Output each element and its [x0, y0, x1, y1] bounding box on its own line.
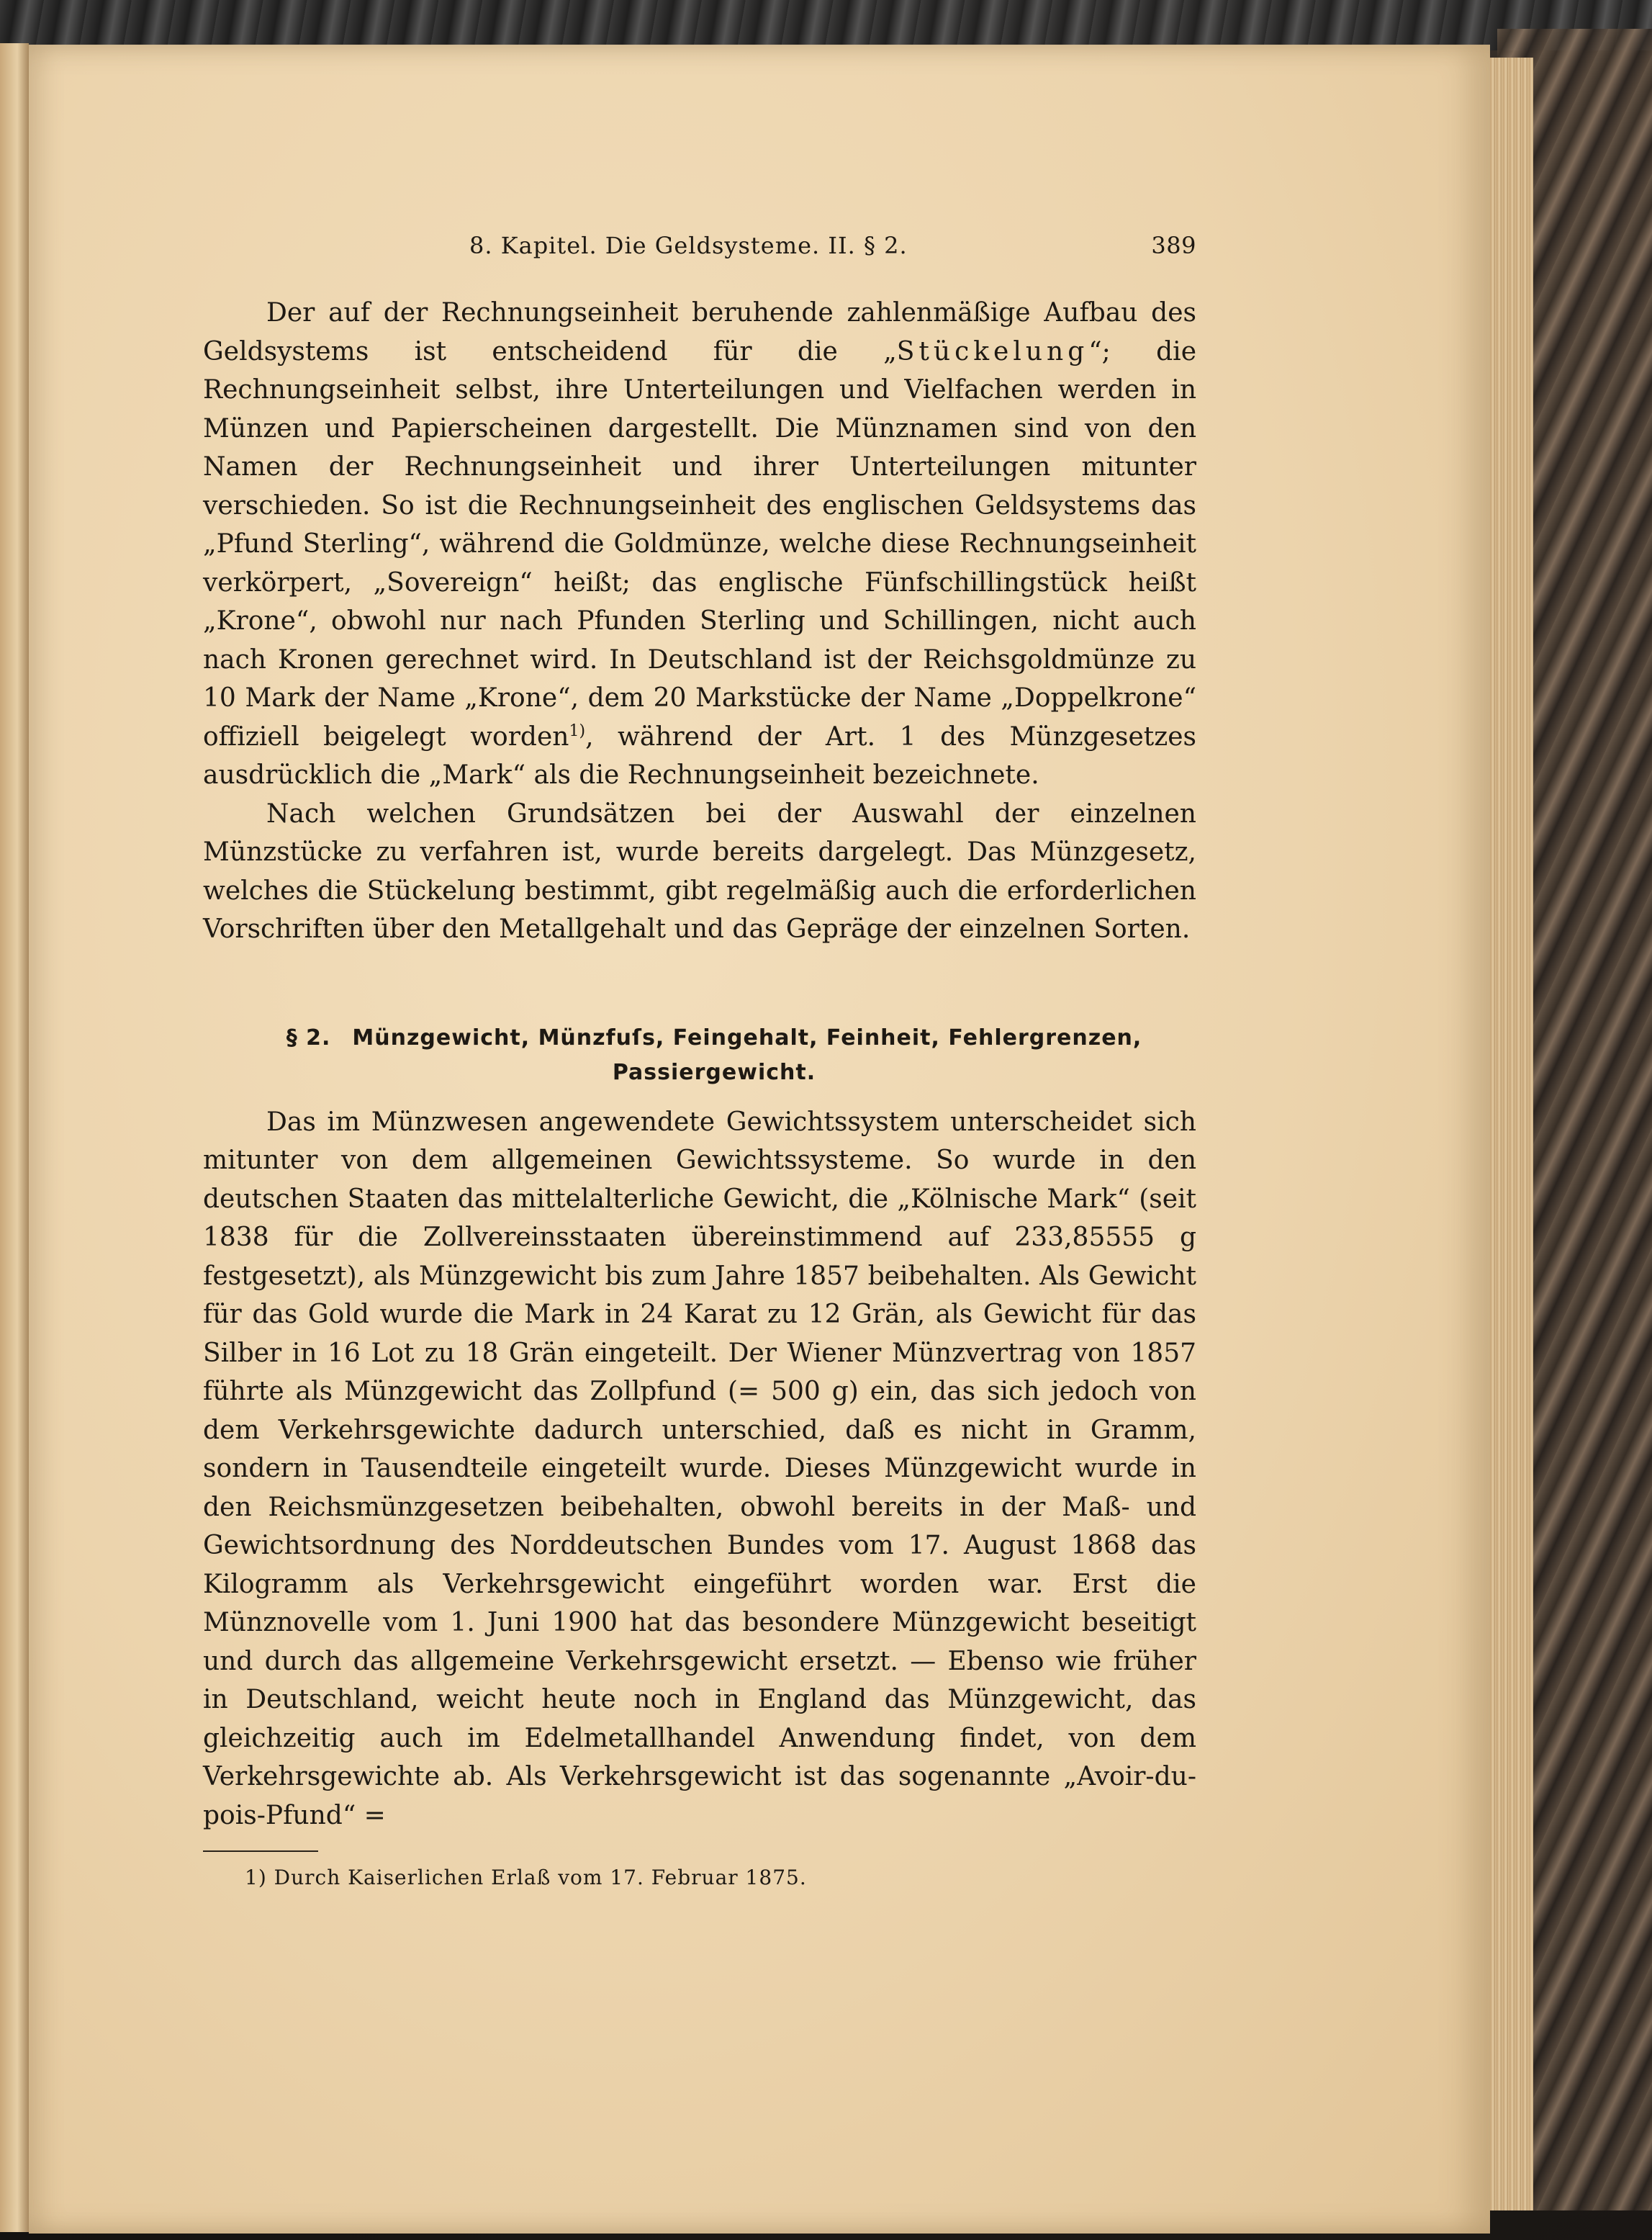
- section-heading: [203, 1021, 1196, 1090]
- emphasized-term: Stückelung: [896, 336, 1089, 366]
- book-cover-edge: [0, 0, 1652, 50]
- paragraph-2: Nach welchen Grundsätzen bei der Auswahl der einzelnen Münzstücke zu verfahren ist, wurde bereits dargelegt. Das Münzgesetz, welches die Stückelung bestimmt, gibt regelmäßig auch die erforderlichen Vorschriften über den Metallgehalt und das Gepräge der einzelnen Sorten.: [203, 799, 1196, 944]
- running-head-text: 8. Kapitel. Die Geldsysteme. II. § 2.: [469, 232, 908, 259]
- section-title-line-1: Münzgewicht, Münzfuſs, Feingehalt, Feinheit, Fehlergrenzen,: [352, 1025, 1142, 1051]
- paragraph-1-part-1: Der auf der Rechnungseinheit beruhende zahlenmäßige Aufbau des Geldsystems ist entscheidend für die „: [203, 298, 1196, 366]
- paragraph-1-part-3: , während der Art. 1 des Münzgesetzes ausdrücklich die „Mark“ als die Rechnungseinheit bezeichnete.: [203, 721, 1196, 790]
- footnote: 1) Durch Kaiserlichen Erlaß vom 17. Februar 1875.: [245, 1866, 807, 1889]
- section-heading-line-1: [232, 1021, 1196, 1056]
- page-content: [203, 232, 1196, 1892]
- running-head: [469, 232, 1196, 265]
- left-page-edge: [0, 43, 29, 2232]
- section-number: § 2.: [286, 1025, 331, 1051]
- page-number: 389: [1151, 232, 1196, 259]
- paragraph-1-part-2: “; die Rechnungseinheit selbst, ihre Unterteilungen und Vielfachen werden in Münzen und Papierscheinen dargestellt. Die Münznamen sind von den Namen der Rechnungseinheit und ihrer Unterteilungen mitunter verschieden. So ist die Rechnungseinheit des englischen Geldsystems das „Pfund Sterling“, während die Goldmünze, welche diese Rechnungseinheit verkörpert, „Sovereign“ heißt; das englische Fünfschillingstück heißt „Krone“, obwohl nur nach Pfunden Sterling und Schillingen, nicht auch nach Kronen gerechnet wird. In Deutschland ist der Reichsgoldmünze zu 10 Mark der Name „Krone“, dem 20 Markstücke der Name „Doppelkrone“ offiziell beigelegt worden: [203, 336, 1196, 752]
- footnote-reference: 1): [569, 721, 586, 740]
- paragraph-1: [203, 294, 1196, 795]
- paragraph-3: Das im Münzwesen angewendete Gewichtssystem unterscheidet sich mitunter von dem allgemeinen Gewichtssysteme. So wurde in den deutschen Staaten das mittelalterliche Gewicht, die „Kölnische Mark“ (seit 1838 für die Zollvereinsstaaten übereinstimmend auf 233,85555 g festgesetzt), als Münzgewicht bis zum Jahre 1857 beibehalten. Als Gewicht für das Gold wurde die Mark in 24 Karat zu 12 Grän, als Gewicht für das Silber in 16 Lot zu 18 Grän eingeteilt. Der Wiener Münzvertrag von 1857 führte als Münzgewicht das Zollpfund (= 500 g) ein, das sich jedoch von dem Verkehrsgewichte dadurch unterschied, daß es nicht in Gramm, sondern in Tausendteile eingeteilt wurde. Dieses Münzgewicht wurde in den Reichsmünzgesetzen beibehalten, obwohl bereits in der Maß- und Gewichtsordnung des Norddeutschen Bundes vom 17. August 1868 das Kilogramm als Verkehrsgewicht eingeführt worden war. Erst die Münznovelle vom 1. Juni 1900 hat das besondere Münzgewicht beseitigt und durch das allgemeine Verkehrsgewicht ersetzt. — Ebenso wie früher in Deutschland, weicht heute noch in England das Münzgewicht, das gleichzeitig auch im Edelmetallhandel Anwendung findet, von dem Verkehrsgewichte ab. Als Verkehrsgewicht ist das sogenannte „Avoir-du-pois-Pfund“ =: [203, 1107, 1196, 1830]
- footnote-rule: [203, 1850, 318, 1852]
- section-title-line-2: Passiergewicht.: [612, 1059, 816, 1085]
